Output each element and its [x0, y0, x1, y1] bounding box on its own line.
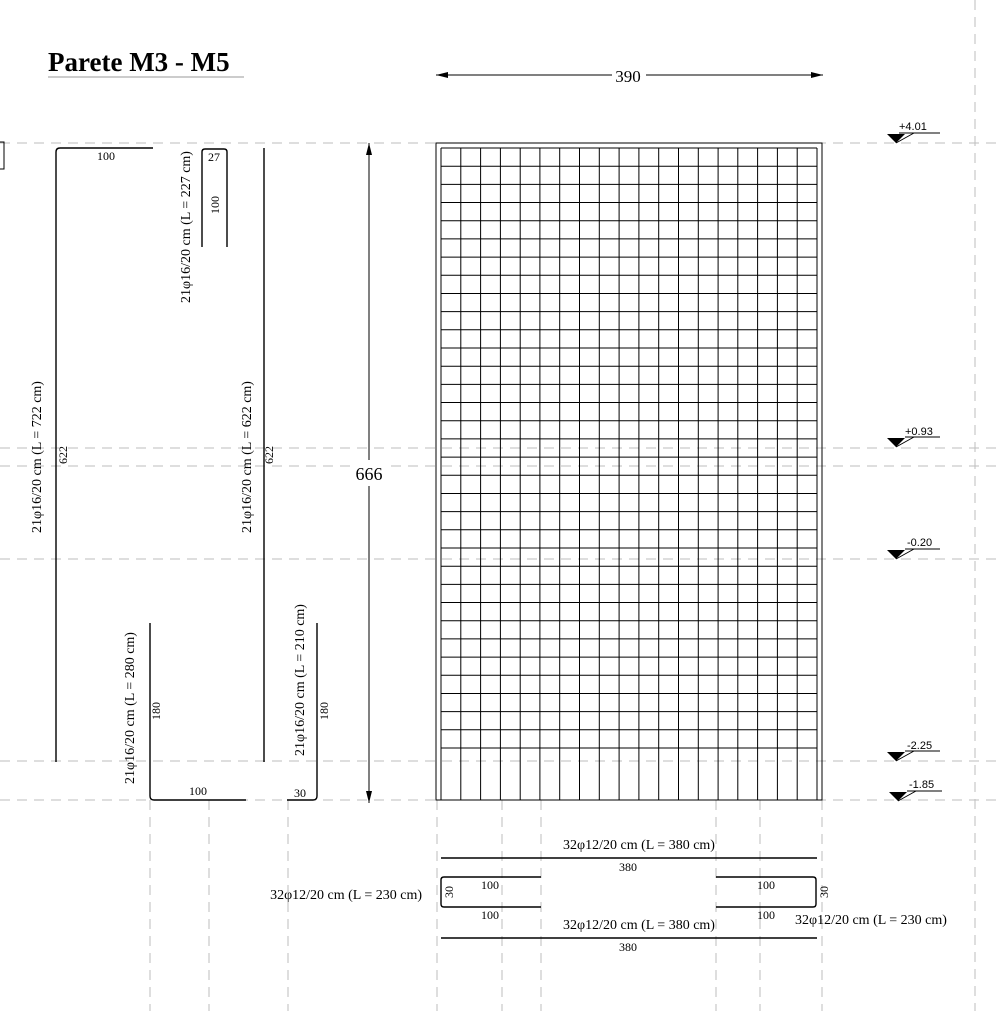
bar-d-length: 180 [149, 702, 163, 720]
horizontal-bar-bottom [441, 918, 817, 954]
page-title: Parete M3 - M5 [48, 47, 230, 77]
u-bar-left-bottom-leg: 100 [481, 908, 499, 922]
u-bar-right [716, 877, 947, 928]
u-bar-left-hook: 30 [442, 886, 456, 898]
bar-c [240, 148, 276, 762]
horizontal-bar-top-length: 380 [619, 860, 637, 874]
u-bar-left-label: 32φ12/20 cm (L = 230 cm) [270, 888, 422, 903]
level-label: +0.93 [905, 426, 933, 438]
bar-c-length: 622 [262, 446, 276, 464]
bar-e [287, 604, 331, 800]
u-bar-left-top-leg: 100 [481, 878, 499, 892]
level-marker-185 [889, 779, 942, 801]
bar-e-bottom-leg: 30 [294, 786, 306, 800]
bar-b-length: 100 [208, 196, 222, 214]
level-label: +4.01 [899, 121, 927, 133]
wall-elevation [436, 143, 822, 800]
bar-d-bottom-leg: 100 [189, 784, 207, 798]
bar-d-label: 21φ16/20 cm (L = 280 cm) [123, 632, 138, 784]
u-bar-right-label: 32φ12/20 cm (L = 230 cm) [795, 913, 947, 928]
bar-b [179, 149, 227, 303]
horizontal-bar-bottom-label: 32φ12/20 cm (L = 380 cm) [563, 918, 715, 933]
u-bar-right-hook: 30 [817, 886, 831, 898]
level-marker-093 [887, 426, 940, 447]
horizontal-bar-top [441, 838, 817, 874]
u-bar-left [270, 877, 541, 922]
bar-a-label: 21φ16/20 cm (L = 722 cm) [30, 381, 45, 533]
height-dimension-label: 666 [355, 464, 383, 484]
level-marker-020 [887, 537, 940, 559]
level-label: -2.25 [907, 740, 933, 752]
width-dimension-label: 390 [615, 67, 641, 86]
u-bar-right-top-leg: 100 [757, 878, 775, 892]
level-marker-401 [887, 121, 940, 143]
level-marker-225 [887, 740, 940, 761]
bar-e-length: 180 [317, 702, 331, 720]
level-label: -0.20 [907, 537, 933, 549]
horizontal-bar-top-label: 32φ12/20 cm (L = 380 cm) [563, 838, 715, 853]
height-dimension [354, 143, 386, 803]
horizontal-bar-bottom-length: 380 [619, 940, 637, 954]
bar-a-length: 622 [56, 446, 70, 464]
bar-e-label: 21φ16/20 cm (L = 210 cm) [293, 604, 308, 756]
reinforcement-mesh [441, 148, 817, 800]
bar-b-label: 21φ16/20 cm (L = 227 cm) [179, 151, 194, 303]
bar-b-hook: 27 [208, 150, 220, 164]
bar-a-top-leg: 100 [97, 149, 115, 163]
bar-d [123, 623, 246, 800]
u-bar-right-bottom-leg: 100 [757, 908, 775, 922]
clipped-box [0, 142, 4, 169]
wall-outline [436, 143, 822, 800]
level-label: -1.85 [909, 779, 935, 791]
bar-c-label: 21φ16/20 cm (L = 622 cm) [240, 381, 255, 533]
width-dimension [436, 64, 823, 86]
